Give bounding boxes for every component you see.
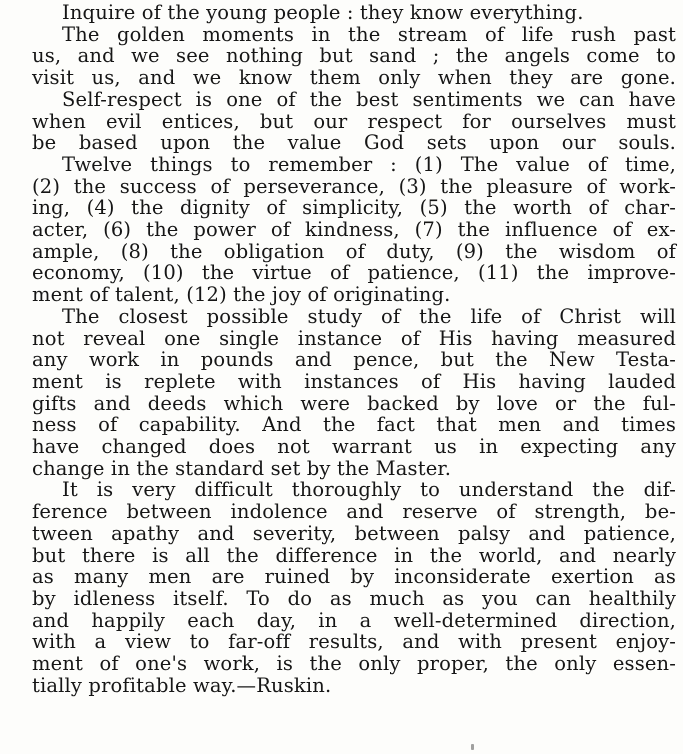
text-line: ness of capability. And the fact that men and times (32, 413, 676, 437)
text-line: but there is all the difference in the world, and nearly (32, 543, 676, 567)
text-line: ment of talent, (12) the joy of originating. (32, 283, 451, 307)
paragraph-golden-moments (4, 24, 676, 89)
text-line: us, and we see nothing but sand ; the angels come to (32, 44, 676, 68)
text-line: ample, (8) the obligation of duty, (9) the wisdom of (32, 239, 676, 263)
text-line: acter, (6) the power of kindness, (7) the influence of ex- (32, 218, 676, 242)
text-line: any work in pounds and pence, but the New Testa- (32, 348, 676, 372)
text-line: with a view to far-off results, and with present enjoy- (32, 630, 676, 654)
paragraph-life-of-christ (4, 306, 676, 480)
text-line: by idleness itself. To do as much as you can healthily (32, 586, 676, 610)
text-line: be based upon the value God sets upon our souls. (32, 131, 676, 155)
text-line: economy, (10) the virtue of patience, (11) the improve- (32, 261, 676, 285)
paragraph-young-people (4, 2, 676, 24)
text-line: as many men are ruined by inconsiderate exertion as (32, 565, 676, 589)
text-line: tween apathy and severity, between palsy and patience, (32, 521, 676, 545)
text-line: when evil entices, but our respect for ourselves must (32, 109, 676, 133)
text-line: ment is replete with instances of His having lauded (32, 369, 676, 393)
text-line: ference between indolence and reserve of strength, be- (32, 500, 676, 524)
paragraph-self-respect (4, 89, 676, 154)
paragraph-twelve-things (4, 154, 676, 306)
text-line: tially profitable way.—Ruskin. (32, 673, 332, 697)
text-line: have changed does not warrant us in expecting any (32, 435, 676, 459)
text-line: The closest possible study of the life of Christ will (62, 304, 676, 328)
text-line: and happily each day, in a well-determined direction, (32, 608, 676, 632)
text-line: gifts and deeds which were backed by love or the ful- (32, 391, 676, 415)
text-line: ment of one's work, is the only proper, the only essen- (32, 652, 676, 676)
print-smudge (471, 744, 474, 750)
text-line: Inquire of the young people : they know everything. (62, 1, 584, 24)
text-line: change in the standard set by the Master. (32, 456, 452, 480)
paragraph-ruskin-quote (4, 479, 676, 696)
text-line: Twelve things to remember : (1) The value of time, (62, 152, 676, 176)
text-line: visit us, and we know them only when they are gone. (32, 66, 676, 90)
text-line: ing, (4) the dignity of simplicity, (5) the worth of char- (32, 196, 676, 220)
text-line: not reveal one single instance of His having measured (32, 326, 676, 350)
text-line: Self-respect is one of the best sentiments we can have (62, 87, 676, 111)
text-line: It is very difficult thoroughly to understand the dif- (62, 478, 676, 502)
text-line: The golden moments in the stream of life rush past (62, 22, 676, 46)
text-column (4, 2, 676, 697)
text-line: (2) the success of perseverance, (3) the pleasure of work- (32, 174, 676, 198)
